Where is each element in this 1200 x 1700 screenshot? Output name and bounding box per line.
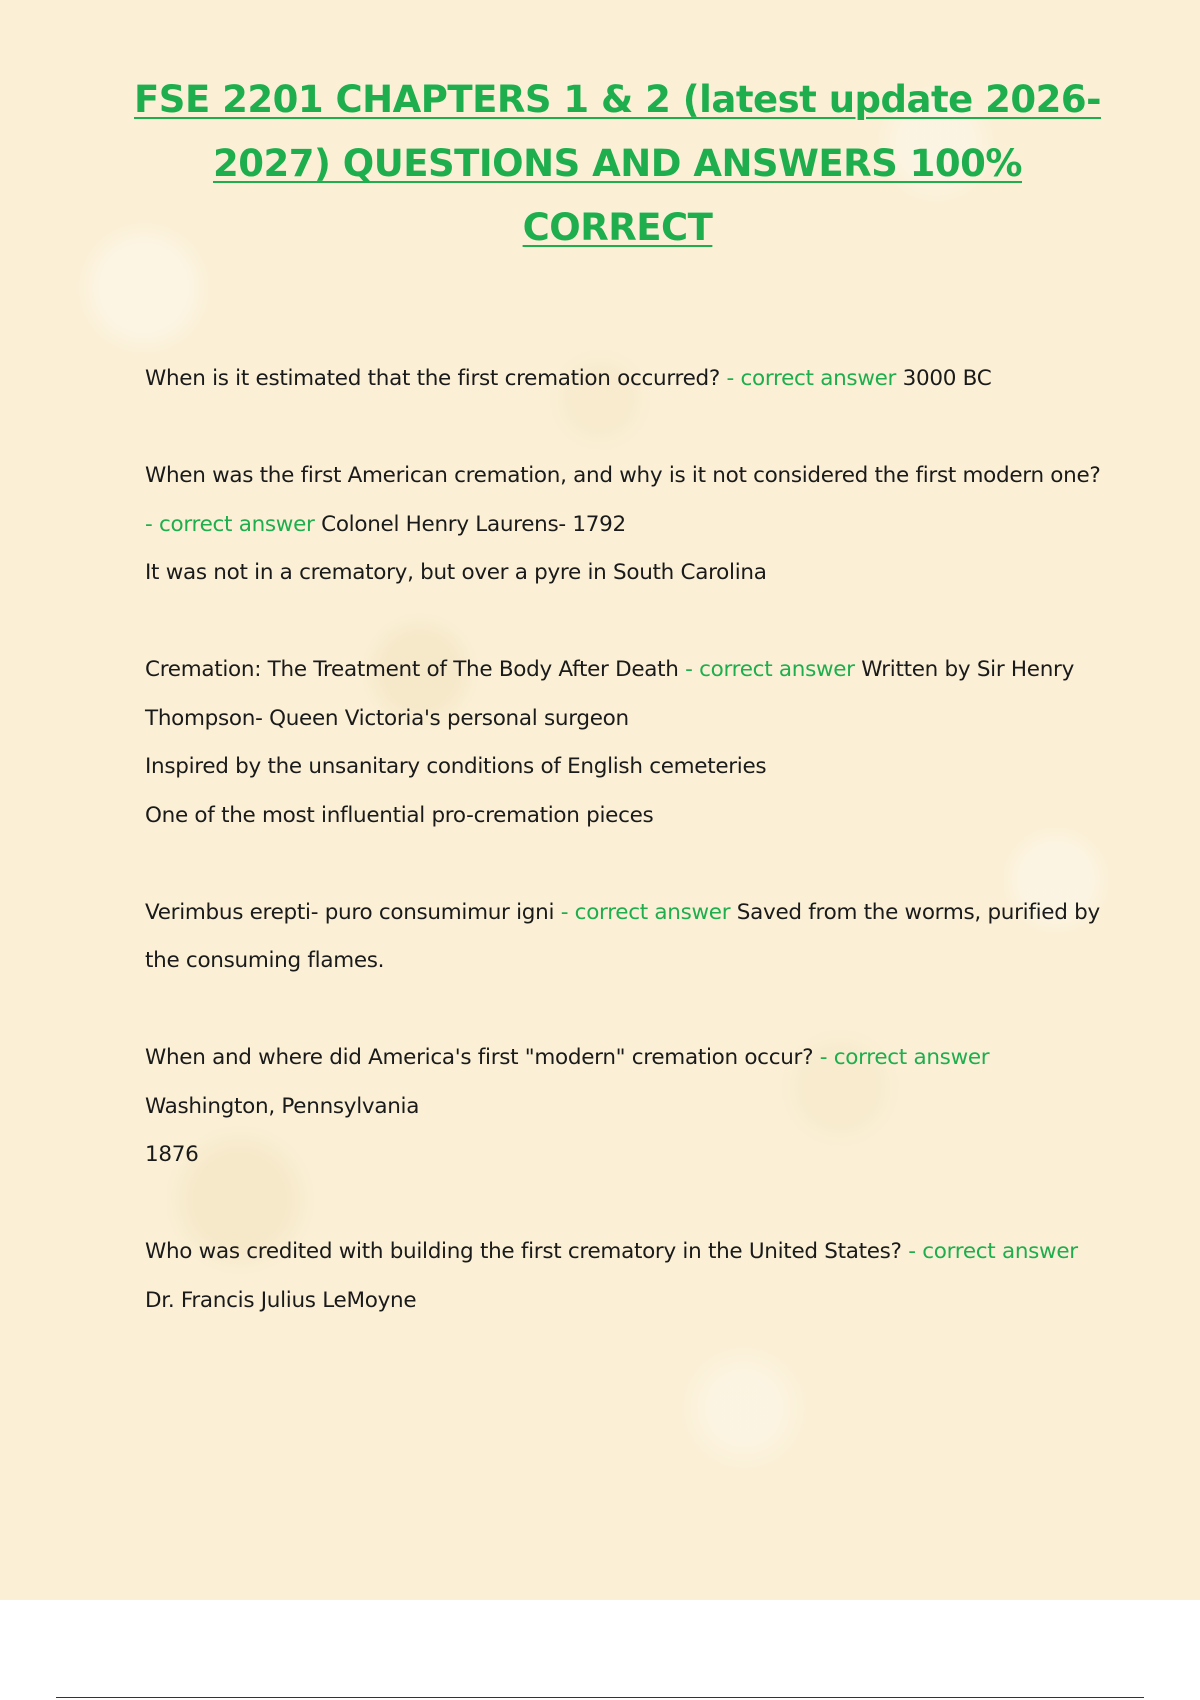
question-text: Cremation: The Treatment of The Body After Death xyxy=(145,657,679,682)
correct-answer-label: - correct answer xyxy=(908,1239,1078,1264)
answer-text: Inspired by the unsanitary conditions of English cemeteries xyxy=(145,754,767,779)
answer-text: Dr. Francis Julius LeMoyne xyxy=(145,1287,417,1313)
answer-text: Washington, Pennsylvania xyxy=(145,1093,420,1119)
answer-text: Colonel Henry Laurens- 1792 xyxy=(321,511,626,537)
document-title: FSE 2201 CHAPTERS 1 & 2 (latest update 2026-2027) QUESTIONS AND ANSWERS 100% CORRECT xyxy=(134,78,1101,249)
question-text: When is it estimated that the first cremation occurred? xyxy=(145,366,720,391)
qa-item xyxy=(145,1034,1105,1180)
answer-text: 1876 xyxy=(145,1142,199,1167)
qa-item xyxy=(145,646,1105,840)
question-text: Verimbus erepti- puro consumimur igni xyxy=(145,899,555,925)
answer-text: It was not in a crematory, but over a pyre in South Carolina xyxy=(145,560,767,585)
correct-answer-label: - correct answer xyxy=(145,511,315,537)
answer-text: 3000 BC xyxy=(902,366,992,391)
qa-list xyxy=(145,355,1105,1374)
question-text: When and where did America's first "modern" cremation occur? xyxy=(145,1045,814,1070)
answer-text: Written by Sir Henry Thompson- Queen Victoria's personal surgeon xyxy=(145,657,1075,731)
question-text: Who was credited with building the first crematory in the United States? xyxy=(145,1239,902,1264)
qa-item xyxy=(145,355,1105,404)
correct-answer-label: - correct answer xyxy=(685,657,855,682)
answer-text: One of the most influential pro-cremation pieces xyxy=(145,802,654,828)
qa-item xyxy=(145,889,1105,986)
question-text: When was the first American cremation, and why is it not considered the first modern one? xyxy=(145,463,1101,488)
qa-item xyxy=(145,1228,1105,1325)
footer-divider xyxy=(56,1697,1144,1698)
correct-answer-label: - correct answer xyxy=(726,366,897,391)
correct-answer-label: - correct answer xyxy=(560,899,731,925)
answer-text: Saved from the worms, purified by the consuming flames. xyxy=(145,899,1100,973)
correct-answer-label: - correct answer xyxy=(819,1045,990,1070)
qa-item xyxy=(145,452,1105,598)
